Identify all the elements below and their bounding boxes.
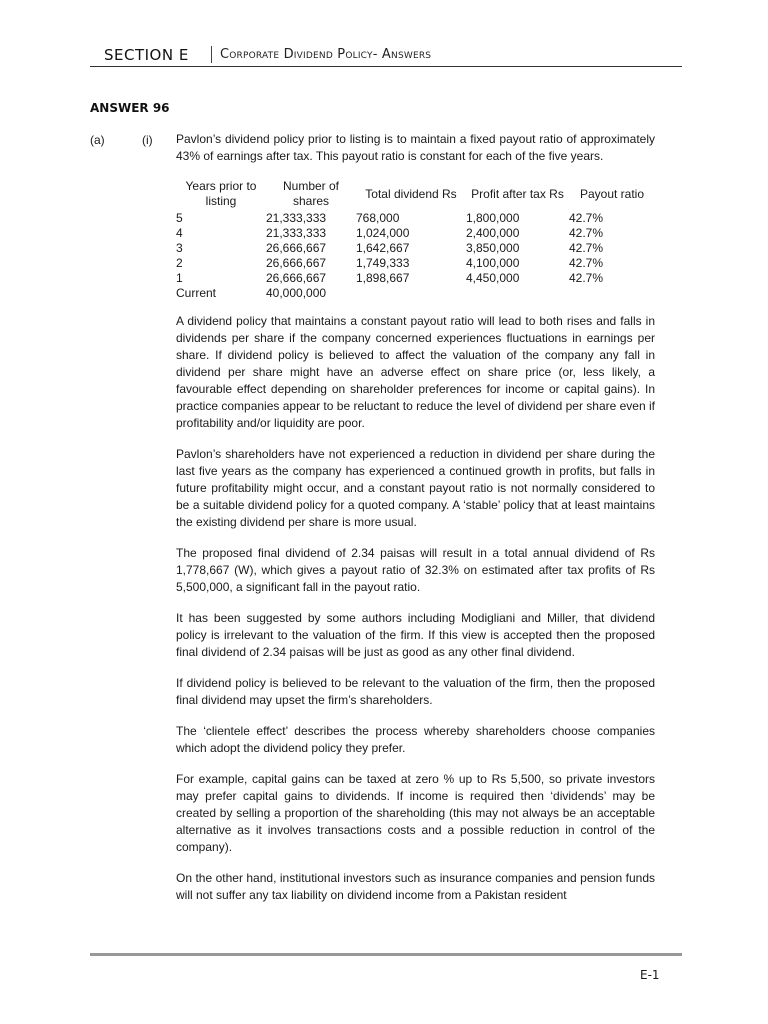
answer-body (176, 131, 655, 918)
table-cell: 1,024,000 (356, 226, 410, 240)
section-label: SECTION E (104, 46, 189, 64)
table-cell: 4,450,000 (466, 271, 520, 285)
table-cell (569, 286, 655, 301)
table-cell: 40,000,000 (266, 286, 327, 300)
column-header: Total dividend Rs (365, 186, 457, 201)
table-row (176, 211, 655, 226)
table-cell: 4,100,000 (466, 256, 520, 270)
header-separator (211, 46, 212, 63)
subpart-label: (i) (142, 133, 153, 147)
body-paragraph: Pavlon’s shareholders have not experienced a reduction in dividend per share during the last five years as the company has experienced a continued growth in profits, but falls in future profitability might occur, and a constant payout ratio is not normally considered to be a suitable dividend policy for a quoted company. A ‘stable’ policy that at least maintains the existing dividend per share is more usual. (176, 447, 655, 529)
table-row (176, 226, 655, 241)
table-cell: Current (176, 286, 217, 300)
table-cell: 1,800,000 (466, 211, 520, 225)
answer-heading: ANSWER 96 (90, 101, 170, 115)
table-cell: 42.7% (569, 256, 604, 270)
dividend-table (176, 179, 655, 301)
table-header-row (176, 179, 655, 211)
table-cell: 42.7% (569, 211, 604, 225)
table-cell (466, 286, 569, 301)
table-cell: 768,000 (356, 211, 400, 225)
body-paragraph: On the other hand, institutional investors such as insurance companies and pension funds will not suffer any tax liability on dividend income from a Pakistan resident (176, 871, 655, 902)
body-paragraph: The ‘clientele effect’ describes the process whereby shareholders choose companies which adopt the dividend policy they prefer. (176, 724, 655, 755)
table-cell: 1,898,667 (356, 271, 410, 285)
table-cell: 42.7% (569, 271, 604, 285)
table-row (176, 241, 655, 256)
table-cell: 26,666,667 (266, 256, 327, 270)
column-header: Number of shares (282, 179, 340, 208)
table-cell: 4 (176, 226, 183, 240)
table-cell (356, 286, 466, 301)
table-row (176, 256, 655, 271)
body-paragraph: It has been suggested by some authors including Modigliani and Miller, that dividend policy is irrelevant to the valuation of the firm. If this view is accepted then the proposed final dividend of 2.34 paisas will be just as good as any other final dividend. (176, 611, 655, 659)
table-cell: 26,666,667 (266, 271, 327, 285)
table-cell: 1,749,333 (356, 256, 410, 270)
table-cell: 3 (176, 241, 183, 255)
part-label: (a) (90, 133, 105, 147)
body-paragraph: If dividend policy is believed to be relevant to the valuation of the firm, then the proposed final dividend may upset the firm’s shareholders. (176, 676, 655, 707)
table-cell: 5 (176, 211, 183, 225)
table-cell: 2,400,000 (466, 226, 520, 240)
intro-paragraph: Pavlon’s dividend policy prior to listing is to maintain a fixed payout ratio of approximately 43% of earnings after tax. This payout ratio is constant for each of the five years. (176, 132, 655, 163)
table-cell: 21,333,333 (266, 226, 327, 240)
column-header: Payout ratio (579, 186, 645, 201)
page-number: E-1 (640, 968, 660, 982)
body-paragraph: The proposed final dividend of 2.34 paisas will result in a total annual dividend of Rs 1,778,667 (W), which gives a payout ratio of 32.3% on estimated after tax profits of Rs 5,500,000, a significant fall in the payout ratio. (176, 546, 655, 594)
column-header: Profit after tax Rs (471, 186, 564, 201)
table-cell: 42.7% (569, 241, 604, 255)
section-title: Corporate Dividend Policy- Answers (220, 47, 432, 62)
column-header: Years prior to listing (185, 179, 257, 208)
table-cell: 26,666,667 (266, 241, 327, 255)
table-cell: 2 (176, 256, 183, 270)
table-cell: 1,642,667 (356, 241, 410, 255)
table-cell: 1 (176, 271, 183, 285)
table-row (176, 271, 655, 286)
footer-divider (90, 953, 682, 956)
table-row (176, 286, 655, 301)
page-header (90, 44, 682, 67)
table-cell: 21,333,333 (266, 211, 327, 225)
body-paragraph: A dividend policy that maintains a constant payout ratio will lead to both rises and falls in dividends per share if the company concerned experiences fluctuations in earnings per share. If dividend policy is believed to affect the valuation of the company any fall in dividend per share might have an adverse effect on share price (or, less likely, a favourable effect depending on shareholder preferences for income or capital gains). In practice companies appear to be reluctant to reduce the level of dividend per share even if profitability and/or liquidity are poor. (176, 314, 655, 430)
body-paragraph: For example, capital gains can be taxed at zero % up to Rs 5,500, so private investors may prefer capital gains to dividends. If income is required then ‘dividends’ may be created by selling a proportion of the shareholding (this may not always be an acceptable alternative as it involves transactions costs and a possible reduction in control of the company). (176, 772, 655, 854)
table-cell: 42.7% (569, 226, 604, 240)
table-cell: 3,850,000 (466, 241, 520, 255)
